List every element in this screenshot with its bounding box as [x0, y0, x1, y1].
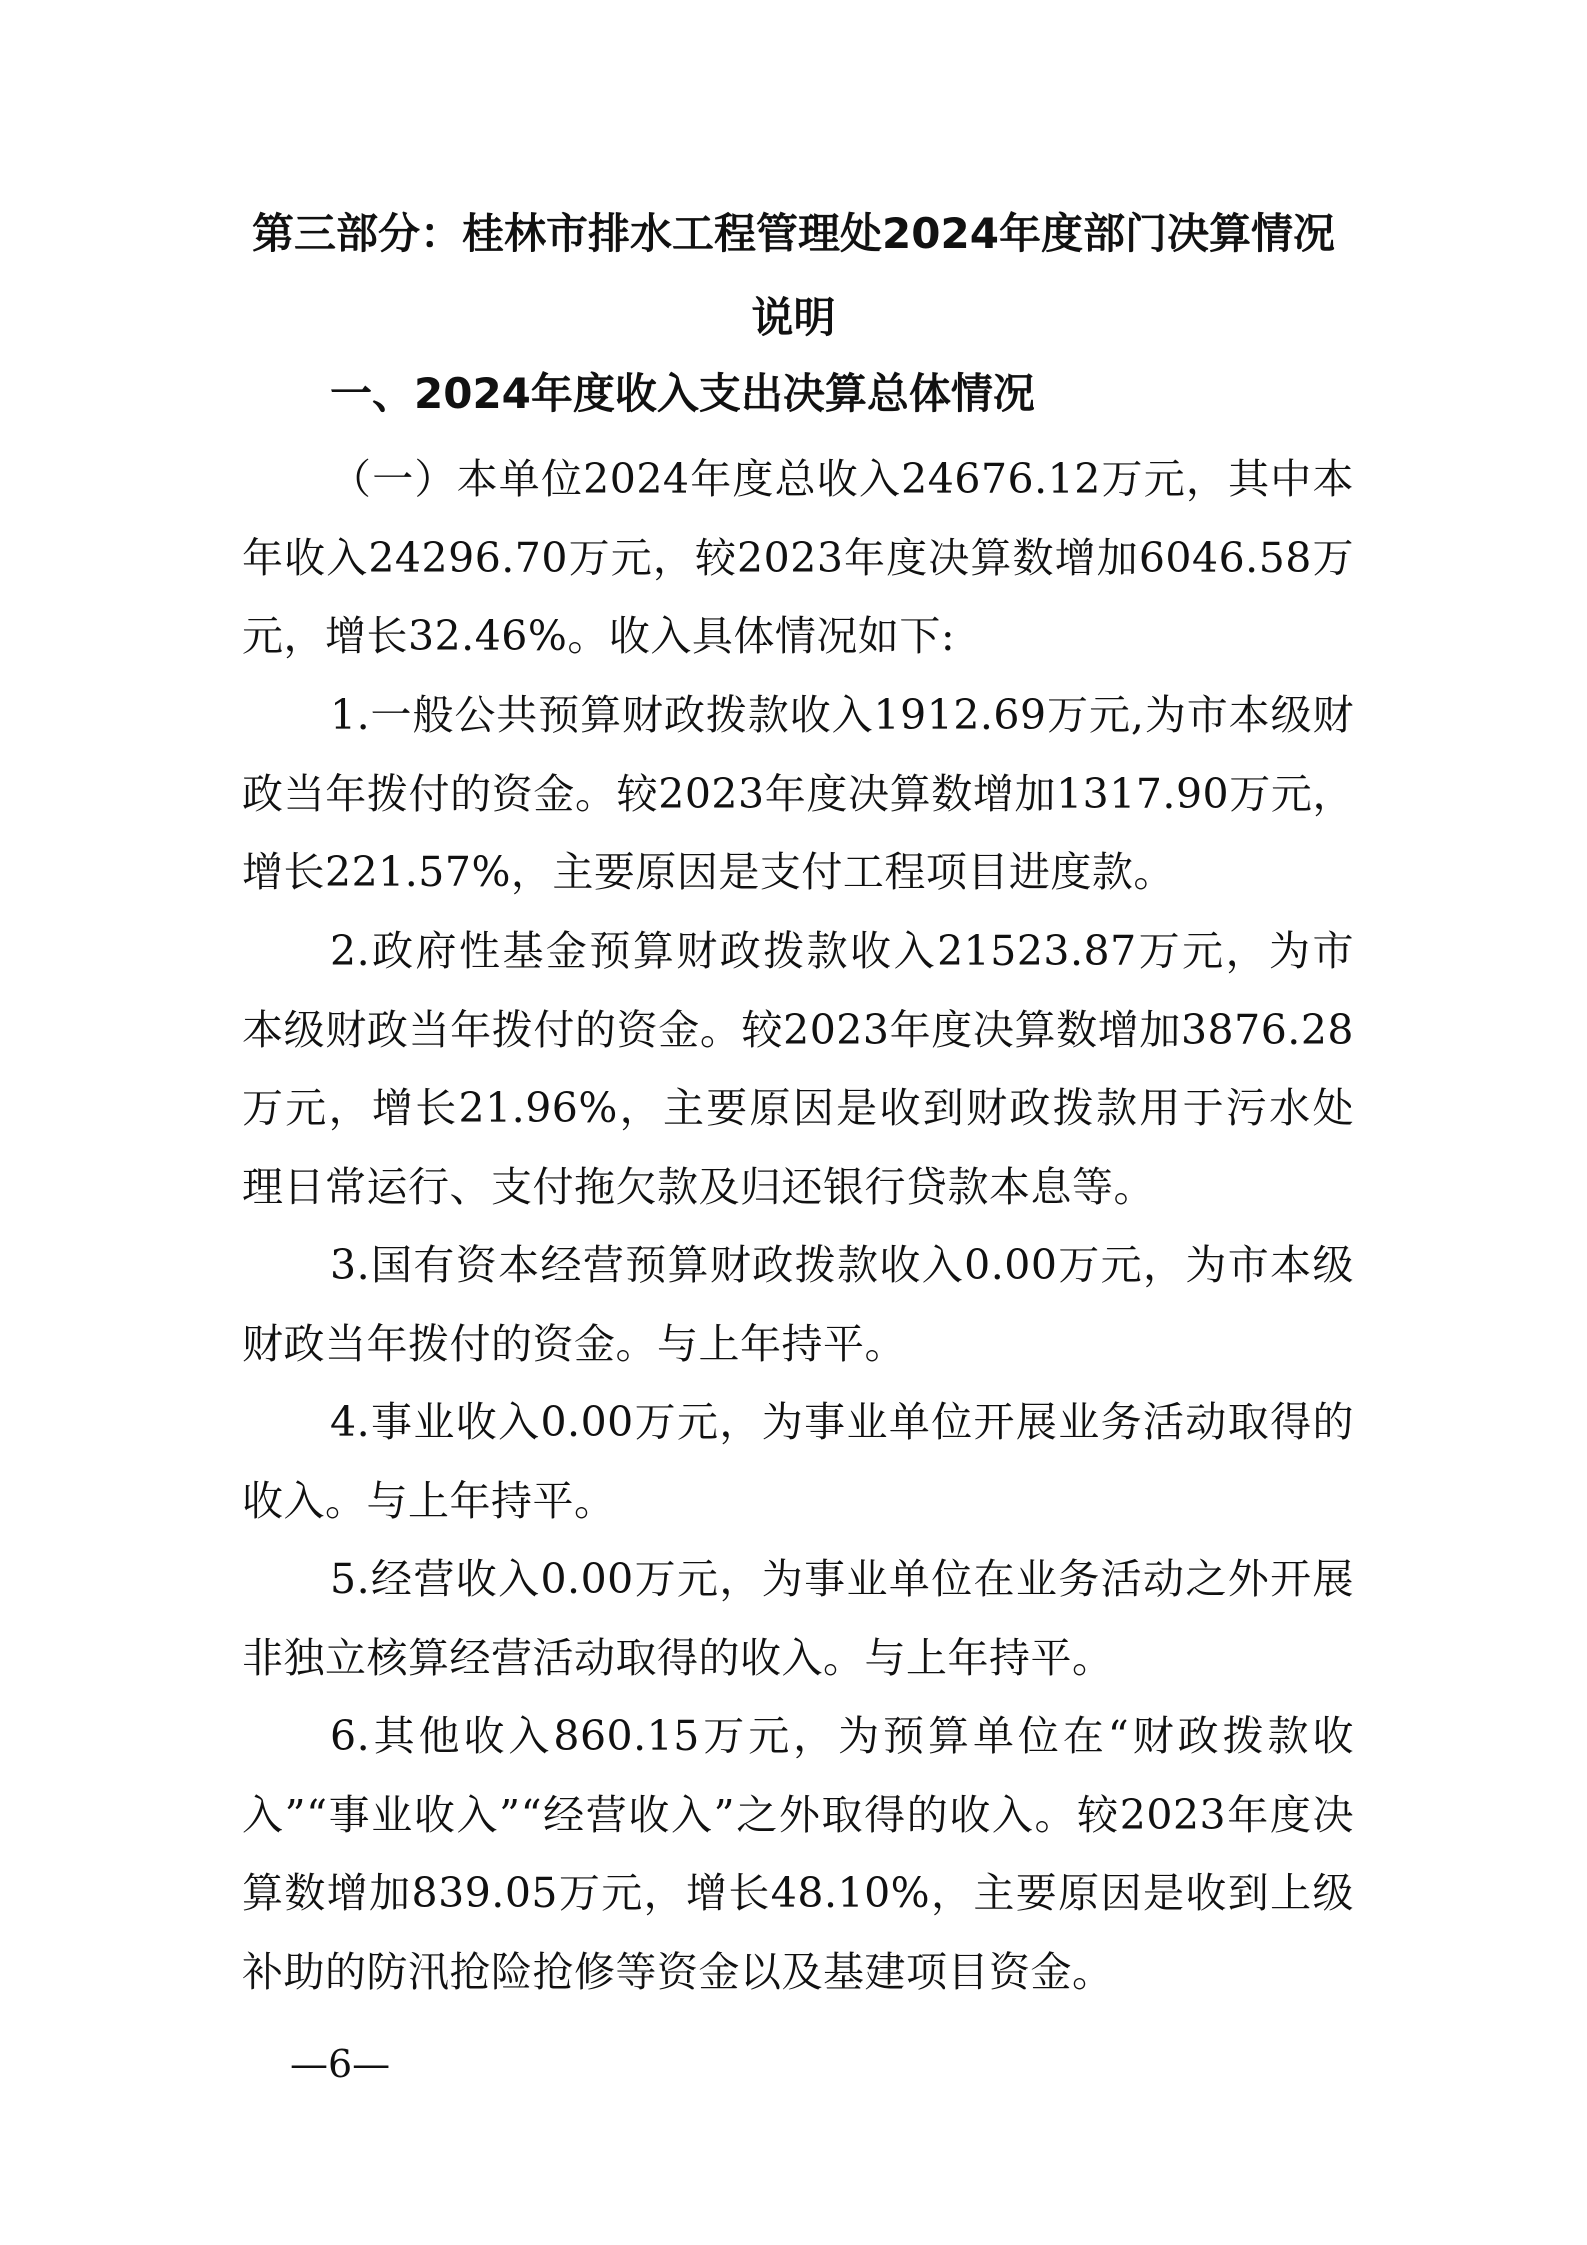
document-title — [230, 192, 1357, 360]
document-title-line-2: 说明 — [751, 293, 836, 342]
paragraph-state-capital-income: 3.国有资本经营预算财政拨款收入0.00万元，为市本级财政当年拨付的资金。与上年持平。 — [242, 1241, 1354, 1368]
section-heading: 一、2024年度收入支出决算总体情况 — [330, 369, 1035, 418]
paragraph-other-income: 6.其他收入860.15万元，为预算单位在“财政拨款收入”“事业收入”“经营收入”之外取得的收入。较2023年度决算数增加839.05万元，增长48.10%，主要原因是收到上级补助的防汛抢险抢修等资金以及基建项目资金。 — [242, 1712, 1354, 1996]
paragraph-business-income: 4.事业收入0.00万元，为事业单位开展业务活动取得的收入。与上年持平。 — [242, 1398, 1354, 1525]
paragraph-operating-income: 5.经营收入0.00万元，为事业单位在业务活动之外开展非独立核算经营活动取得的收入。与上年持平。 — [242, 1555, 1354, 1682]
paragraph-government-fund-income: 2.政府性基金预算财政拨款收入21523.87万元，为市本级财政当年拨付的资金。较2023年度决算数增加3876.28万元，增长21.96%，主要原因是收到财政拨款用于污水处理日常运行、支付拖欠款及归还银行贷款本息等。 — [242, 927, 1354, 1211]
page-number: —6— — [290, 2042, 391, 2086]
document-title-line-1: 第三部分：桂林市排水工程管理处2024年度部门决算情况 — [252, 209, 1335, 258]
paragraph-general-budget-income: 1.一般公共预算财政拨款收入1912.69万元,为市本级财政当年拨付的资金。较2023年度决算数增加1317.90万元，增长221.57%，主要原因是支付工程项目进度款。 — [242, 691, 1354, 896]
paragraph-total-income: （一）本单位2024年度总收入24676.12万元，其中本年收入24296.70万元，较2023年度决算数增加6046.58万元，增长32.46%。收入具体情况如下: — [242, 455, 1354, 660]
